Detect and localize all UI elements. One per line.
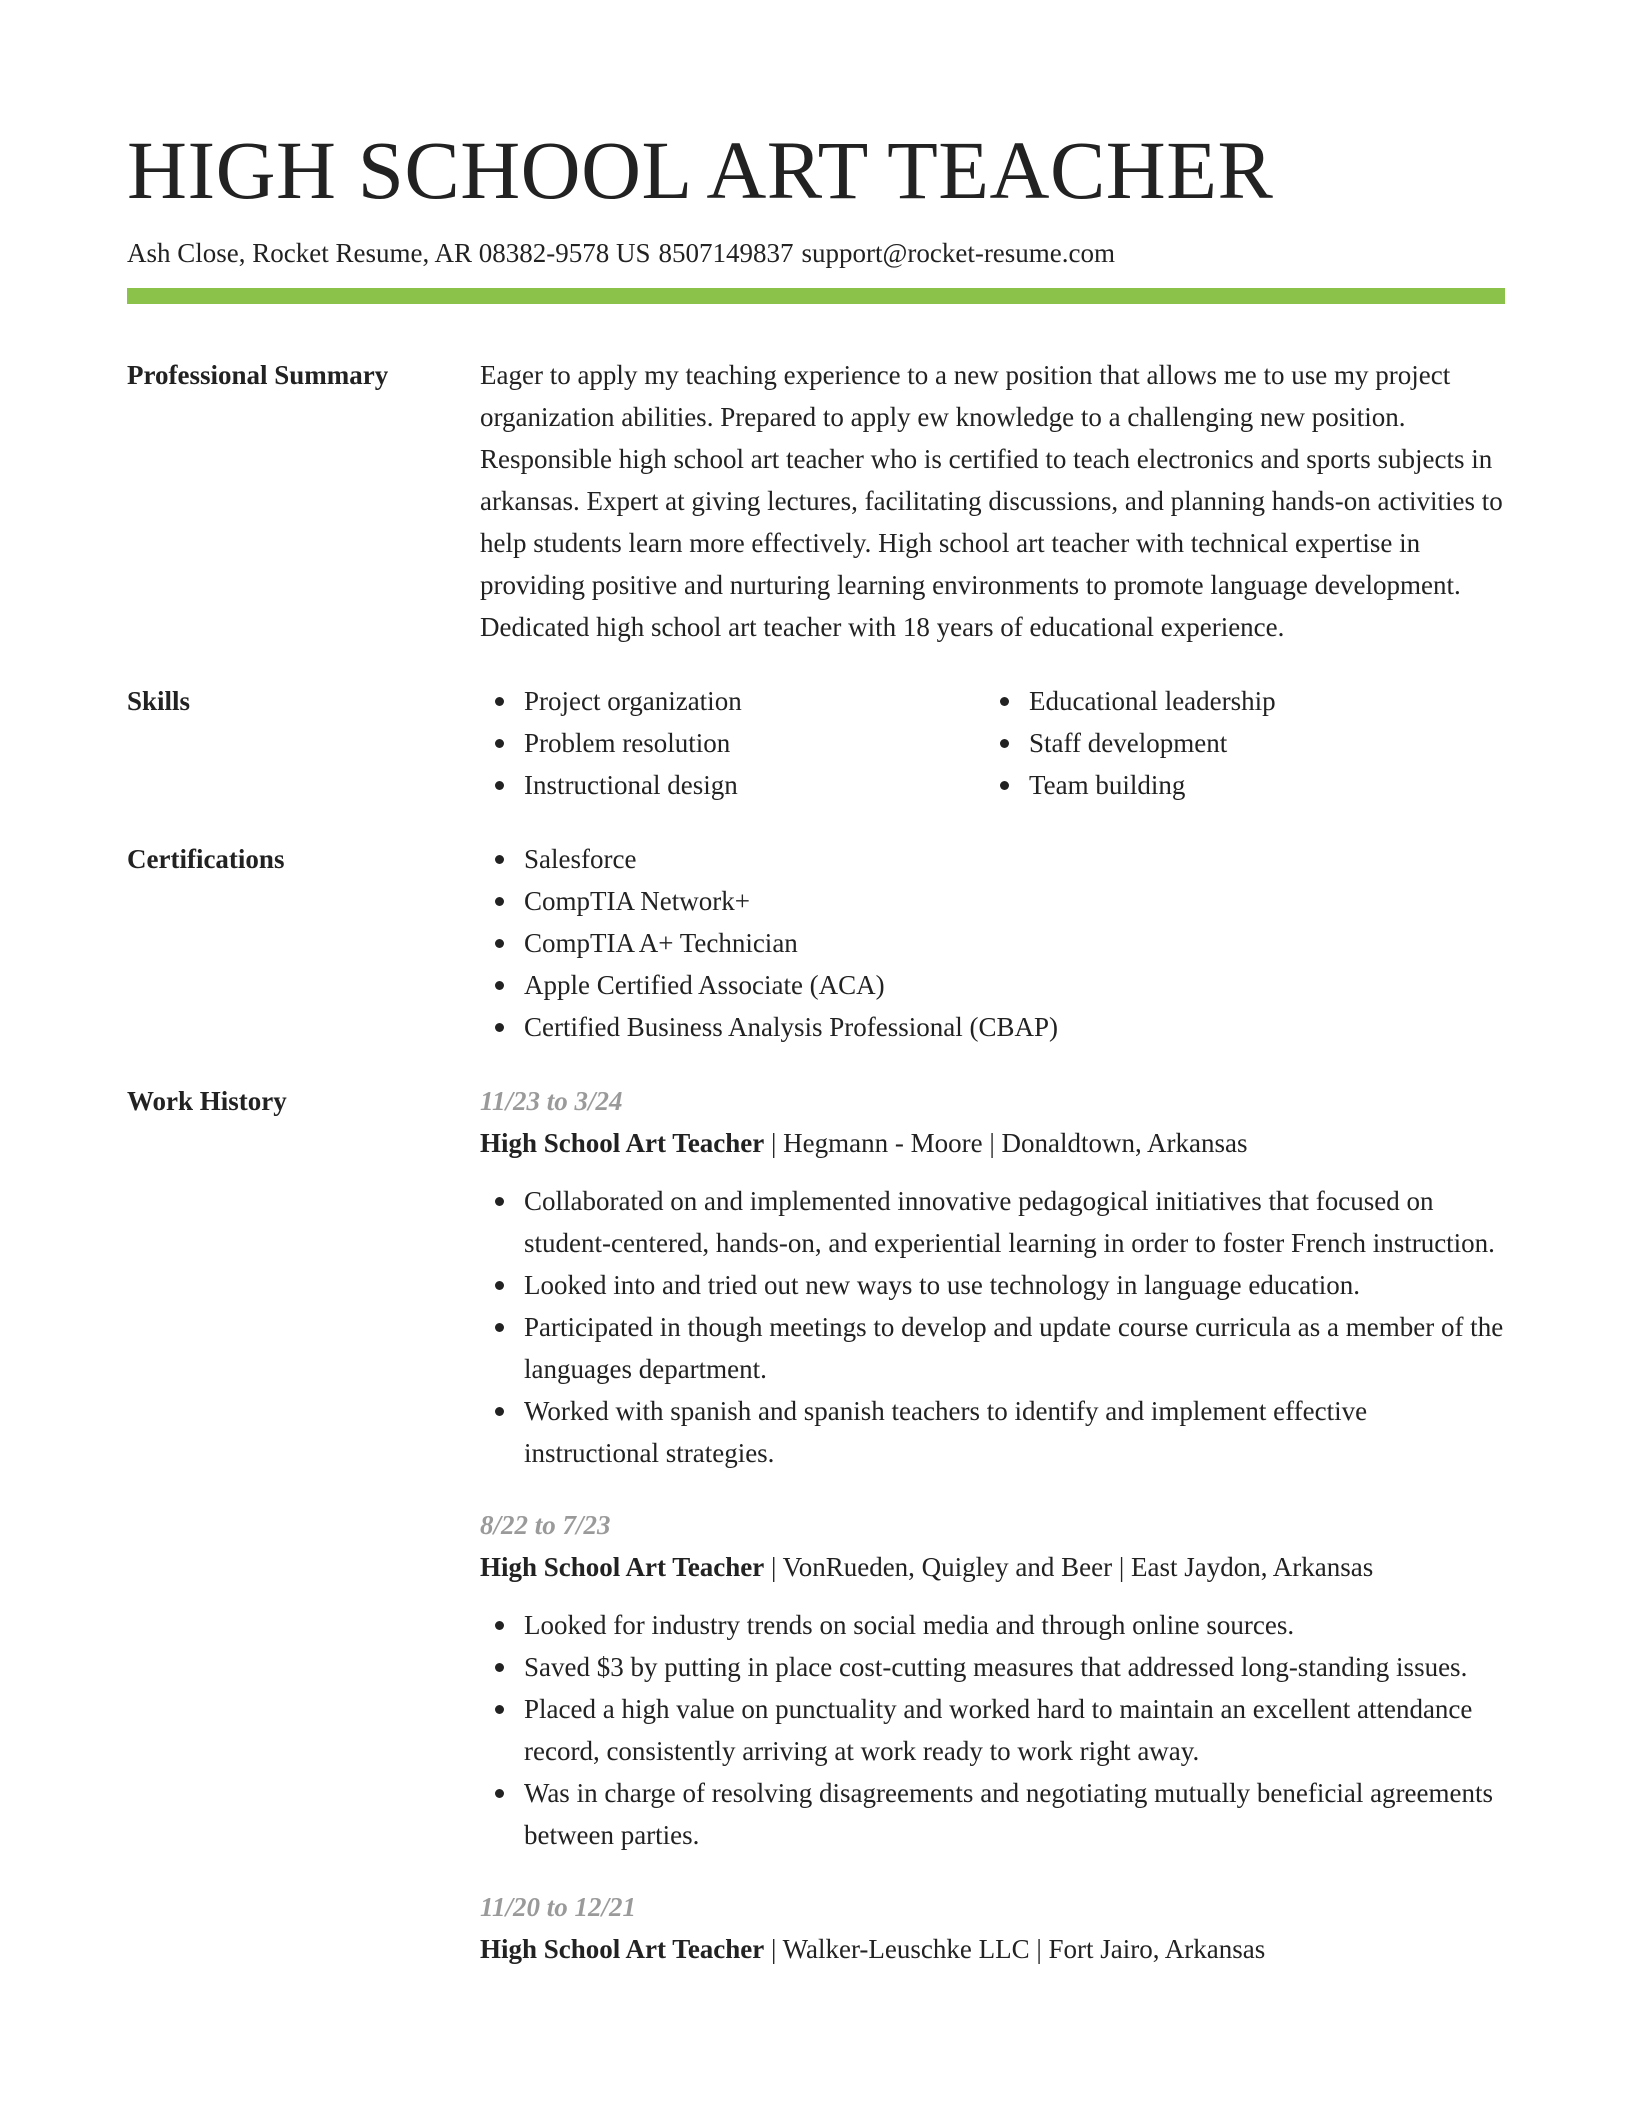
work-history-section (127, 1080, 1505, 1970)
certification-item: CompTIA A+ Technician (480, 922, 1505, 964)
job-bullets (480, 1180, 1505, 1474)
skill-item: Educational leadership (985, 680, 1490, 722)
summary-text: Eager to apply my teaching experience to a new position that allows me to use my project organization abilities. Prepared to apply ew knowledge to a challenging new position. Responsible high school art teacher who is certified to teach electronics and sports subjects in arkansas. Expert at giving lectures, facilitating discussions, and planning hands-on activities to help students learn more effectively. High school art teacher with technical expertise in providing positive and nurturing learning environments to promote language development. Dedicated high school art teacher with 18 years of educational experience. (480, 360, 1503, 642)
work-history-heading: Work History (127, 1086, 287, 1116)
job-dates: 8/22 to 7/23 (480, 1510, 611, 1540)
work-history-body (480, 1080, 1505, 1970)
job-bullet: Was in charge of resolving disagreements and negotiating mutually beneficial agreements between parties. (480, 1772, 1505, 1856)
job-details: | VonRueden, Quigley and Beer | East Jaydon, Arkansas (764, 1552, 1374, 1582)
skill-item: Problem resolution (480, 722, 985, 764)
job-entry (480, 1080, 1505, 1474)
certifications-heading: Certifications (127, 844, 285, 874)
job-bullet: Looked for industry trends on social media and through online sources. (480, 1604, 1505, 1646)
skills-heading: Skills (127, 686, 191, 716)
certification-item: Certified Business Analysis Professional (CBAP) (480, 1006, 1505, 1048)
skills-column-left (480, 680, 985, 806)
job-bullet: Worked with spanish and spanish teachers to identify and implement effective instructional strategies. (480, 1390, 1505, 1474)
skill-item: Staff development (985, 722, 1490, 764)
job-dates: 11/20 to 12/21 (480, 1892, 637, 1922)
summary-heading: Professional Summary (127, 360, 389, 390)
summary-section (127, 354, 1505, 648)
job-heading (480, 1546, 1505, 1588)
job-heading (480, 1122, 1505, 1164)
job-title: High School Art Teacher (480, 1552, 765, 1582)
job-dates: 11/23 to 3/24 (480, 1086, 623, 1116)
job-entry (480, 1886, 1505, 1970)
job-entry (480, 1504, 1505, 1856)
job-bullet: Placed a high value on punctuality and worked hard to maintain an excellent attendance record, consistently arriving at work ready to work right away. (480, 1688, 1505, 1772)
job-title: High School Art Teacher (480, 1934, 765, 1964)
contact-address: Ash Close, Rocket Resume, AR 08382-9578 US (127, 238, 651, 268)
job-bullet: Looked into and tried out new ways to use technology in language education. (480, 1264, 1505, 1306)
accent-divider (127, 288, 1505, 304)
job-bullets (480, 1604, 1505, 1856)
job-title: High School Art Teacher (480, 1128, 765, 1158)
contact-email: support@rocket-resume.com (801, 238, 1116, 268)
job-details: | Walker-Leuschke LLC | Fort Jairo, Arkansas (764, 1934, 1266, 1964)
skill-item: Instructional design (480, 764, 985, 806)
contact-phone: 8507149837 (658, 238, 794, 268)
job-details: | Hegmann - Moore | Donaldtown, Arkansas (764, 1128, 1248, 1158)
skills-list (480, 680, 1505, 806)
contact-line (127, 236, 1505, 270)
certifications-body (480, 838, 1505, 1048)
job-bullet: Saved $3 by putting in place cost-cutting measures that addressed long-standing issues. (480, 1646, 1505, 1688)
certifications-list (480, 838, 1505, 1048)
job-heading (480, 1928, 1505, 1970)
skills-column-right (985, 680, 1490, 806)
certifications-section (127, 838, 1505, 1048)
skills-section (127, 680, 1505, 806)
skill-item: Team building (985, 764, 1490, 806)
certification-item: Apple Certified Associate (ACA) (480, 964, 1505, 1006)
certification-item: Salesforce (480, 838, 1505, 880)
resume-name: HIGH SCHOOL ART TEACHER (127, 124, 1274, 216)
skill-item: Project organization (480, 680, 985, 722)
job-bullet: Collaborated on and implemented innovative pedagogical initiatives that focused on student-centered, hands-on, and experiential learning in order to foster French instruction. (480, 1180, 1505, 1264)
job-bullet: Participated in though meetings to develop and update course curricula as a member of the languages department. (480, 1306, 1505, 1390)
certification-item: CompTIA Network+ (480, 880, 1505, 922)
